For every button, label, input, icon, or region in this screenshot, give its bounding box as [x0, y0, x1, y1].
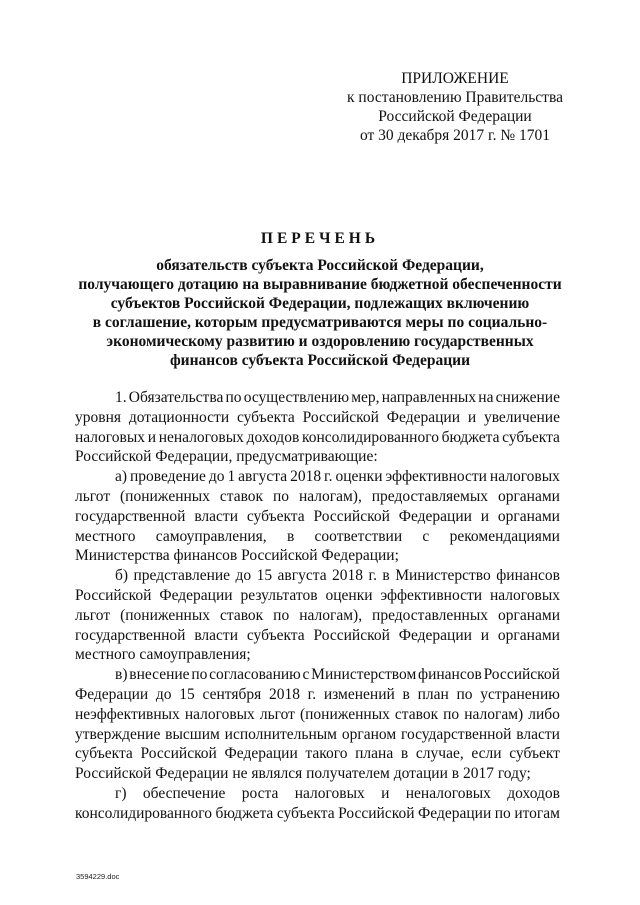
subtitle-line: получающего дотацию на выравнивание бюджетной обеспеченности [78, 276, 562, 293]
body-line: льгот (пониженных ставок по налогам), предоставленных органами [75, 606, 560, 624]
document-subtitle [60, 256, 580, 370]
body-line: государственной власти субъекта Российской Федерации и органами [75, 626, 560, 644]
document-title: ПЕРЕЧЕНЬ [260, 230, 380, 247]
body-line: Российской Федерации, предусматривающие: [75, 448, 378, 466]
body-line: Министерства финансов Российской Федерации; [75, 547, 399, 565]
body-line: утверждение высшим исполнительным органом государственной власти [75, 725, 560, 743]
body-line: налоговых и неналоговых доходов консолидированного бюджета субъекта [75, 428, 560, 446]
appendix-government-line: Российской Федерации [378, 108, 532, 125]
document-body [75, 388, 560, 824]
body-line: местного самоуправления, в соответствии с рекомендациями [75, 527, 560, 545]
body-line: 1. Обязательства по осуществлению мер, направленных на снижение [115, 389, 560, 406]
subtitle-line: субъектов Российской Федерации, подлежащих включению [110, 295, 530, 312]
body-line: консолидированного бюджета субъекта Российской Федерации по итогам [75, 804, 560, 822]
body-line: Федерации до 15 сентября 2018 г. изменений в план по устранению [75, 685, 560, 703]
body-line: уровня дотационности субъекта Российской Федерации и увеличение [75, 408, 560, 426]
appendix-header [330, 69, 580, 145]
body-line: г) обеспечение роста налоговых и неналоговых доходов [115, 784, 560, 802]
subtitle-line: экономическому развитию и оздоровлению государственных [106, 333, 534, 350]
subtitle-line: обязательств субъекта Российской Федерации, [156, 257, 484, 274]
subtitle-line: в соглашение, которым предусматриваются меры по социально- [92, 314, 548, 331]
appendix-resolution-line: к постановлению Правительства [347, 89, 563, 106]
body-line: местного самоуправления; [75, 646, 251, 664]
body-line: субъекта Российской Федерации такого плана в случае, если субъект [75, 745, 560, 763]
body-line: б) представление до 15 августа 2018 г. в Министерство финансов [115, 567, 560, 585]
file-name-footer: 3594229.doc [76, 872, 120, 881]
appendix-date-number: от 30 декабря 2017 г. № 1701 [359, 127, 551, 144]
body-line: в) внесение по согласованию с Министерством финансов Российской [115, 666, 560, 684]
subtitle-line: финансов субъекта Российской Федерации [169, 352, 471, 369]
appendix-label: ПРИЛОЖЕНИЕ [401, 70, 509, 87]
body-line: государственной власти субъекта Российской Федерации и органами [75, 507, 560, 525]
body-line: Российской Федерации результатов оценки эффективности налоговых [75, 586, 560, 604]
body-line: неэффективных налоговых льгот (пониженных ставок по налогам) либо [75, 705, 560, 723]
body-line: а) проведение до 1 августа 2018 г. оценки эффективности налоговых [115, 468, 560, 486]
body-line: льгот (пониженных ставок по налогам), предоставляемых органами [75, 487, 560, 505]
body-line: Российской Федерации не являлся получателем дотации в 2017 году; [75, 765, 531, 783]
